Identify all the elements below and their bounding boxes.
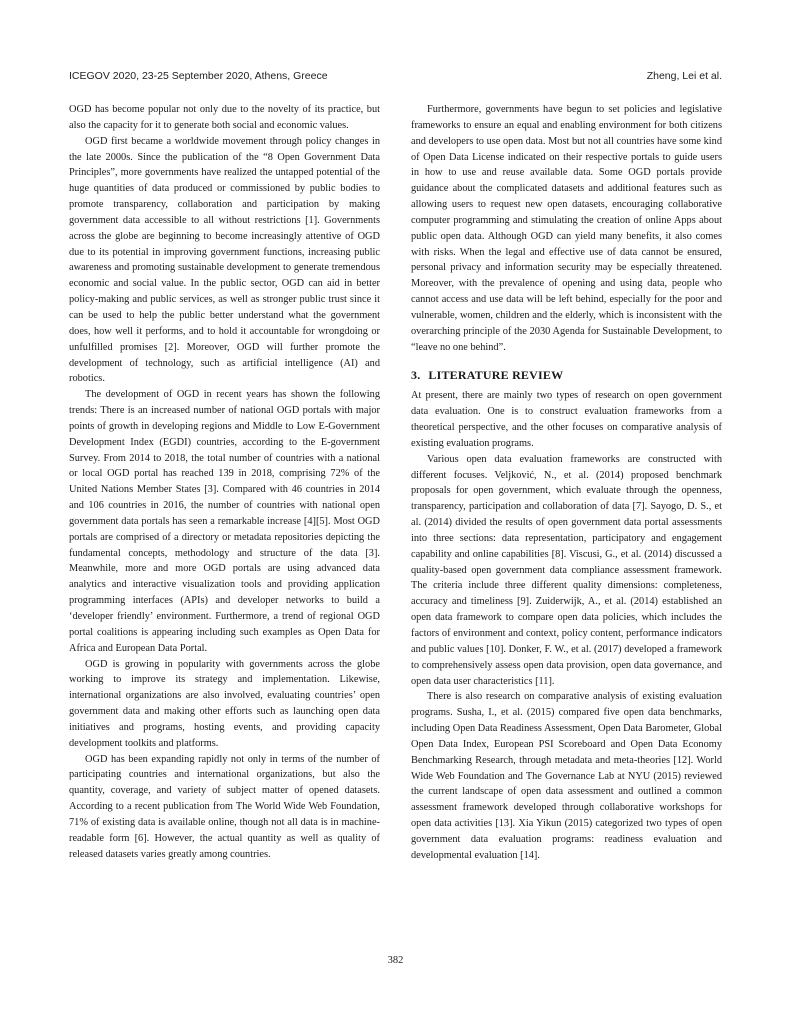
paragraph: OGD has become popular not only due to the novelty of its practice, but also the capacity for it to generate both social and economic values.: [69, 104, 380, 131]
section-title: LITERATURE REVIEW: [428, 367, 564, 382]
running-header-right: Zheng, Lei et al.: [646, 70, 722, 82]
paragraph: Furthermore, governments have begun to set policies and legislative frameworks to ensure an equal and enabling environment for both citizens and developers to use open data. Most but not all countries have some kind of Open Data License indicated on their respective portals to guide users in how to use and reuse available data. Some OGD portals provide guidance about the complicated datasets and additional features such as allowing users to request new open datasets, encouraging collaborative computer programming and stimulating the creation of online Apps about public open data. Although OGD can yield many benefits, it also comes with risks. When the legal and effective use of data cannot be ensured, personal privacy and information security may be especially threatened. Moreover, with the prevalence of opening and using data, people who cannot access and use data will be left behind, especially for the poor and vulnerable, women, children and the elderly, which is inconsistent with the overarching principle of the 2030 Agenda for Sustainable Development, to “leave no one behind”.: [411, 104, 722, 353]
section-number: 3.: [411, 367, 421, 382]
paragraph: At present, there are mainly two types of research on open government data evaluation. One is to construct evaluation frameworks from a theoretical perspective, and the other focuses on comparative analysis of existing evaluation programs.: [411, 390, 722, 449]
right-column: [411, 102, 722, 864]
page-number: 382: [387, 955, 404, 966]
paragraph: OGD is growing in popularity with governments across the globe working to improve its strategy and implementation. Likewise, international organizations are also involved, evaluating countries’ open government data and making other efforts such as launching open data initiatives and programs, hosting events, and providing capacity development toolkits and platforms.: [69, 658, 380, 749]
section-heading: [411, 368, 722, 384]
left-column: [69, 102, 380, 863]
paragraph: OGD first became a worldwide movement through policy changes in the late 2000s. Since the publication of the “8 Open Government Data Principles”, more governments have realized the untapped potential of the huge quantities of data produced or commissioned by public bodies to promote transparency, collaboration and participation by making government data accessible to all without restrictions [1]. Governments across the globe are beginning to become increasingly attentive of OGD due to its potential in improving government functions, increasing public awareness and promoting sustainable development to generate tremendous economic and social value. In the public sector, OGD can aid in better policy-making and public services, as well as stronger public trust since it can be used to help the public better understand what the government does, how well it performs, and to hold it accountable for wrongdoing or unfulfilled promises [2]. Moreover, OGD will further promote the development of technology, such as artificial intelligence (AI) and robotics.: [69, 135, 380, 385]
paragraph: There is also research on comparative analysis of existing evaluation programs. Susha, I., et al. (2015) compared five open data benchmarks, including Open Data Readiness Assessment, Open Data Barometer, Global Open Data Index, European PSI Scoreboard and Open Data Economy Benchmarking Research, through metadata and meta-theories [12]. World Wide Web Foundation and The Governance Lab at NYU (2015) reviewed the current landscape of open data assessment and outlined a common assessment framework developed through collaborative workshops for open data activities [13]. Xia Yikun (2015) categorized two types of open government data evaluation programs: readiness evaluation and developmental evaluation [14].: [411, 691, 722, 861]
paragraph: OGD has been expanding rapidly not only in terms of the number of participating countries and international organizations, but also the quantity, coverage, and variety of subject matter of opened datasets. According to a recent publication from The World Wide Web Foundation, 71% of existing data is available online, though not all data is in machine-readable form [6]. However, the actual quantity as well as quality of released datasets varies greatly among countries.: [69, 753, 380, 860]
paragraph: The development of OGD in recent years has shown the following trends: There is an increased number of national OGD portals with major points of growth in developing regions and Middle to Low E-Government Development Index (EGDI) countries, according to the E-government Survey. From 2014 to 2018, the total number of countries with a national or local OGD portal has reached 139 in 2018, comprising 72% of the United Nations Member States [3]. Compared with 46 countries in 2014 and 106 countries in 2016, the number of countries with national open government data portals has seen a remarkable increase [4][5]. Most OGD portals are comprised of a directory or metadata repositories depicting the fundamental concepts, methodology and structure of the data [3]. Meanwhile, more and more OGD portals are using advanced data analytics and interactive visualization tools and providing application programming interfaces (APIs) and developer networks to build a ‘developer friendly’ environment. Furthermore, a trend of regional OGD portal coalitions is appearing including such examples as Open Data for Africa and European Data Portal.: [69, 389, 380, 654]
running-header-left: ICEGOV 2020, 23-25 September 2020, Athens, Greece: [69, 70, 328, 82]
paragraph: Various open data evaluation frameworks are constructed with different focuses. Veljković, N., et al. (2014) proposed benchmark proposals for open government, which evaluate through the openness, transparency, participation and collaboration of data [7]. Sayogo, D. S., et al. (2014) divided the results of open government data portal assessments into three sections: data representation, participatory and engagement capability and online capabilities [8]. Viscusi, G., et al. (2014) discussed a quality-based open government data compliance assessment framework. The criteria include three different quality dimensions: completeness, accuracy and timeliness [9]. Zuiderwijk, A., et al. (2014) established an open data framework to compare open data policies, which includes the factors of environment and context, policy content, performance indicators and public values [10]. Donker, F. W., et al. (2017) developed a framework to comprehensively assess open data provision, open data governance, and open data user characteristics [11].: [411, 453, 722, 687]
